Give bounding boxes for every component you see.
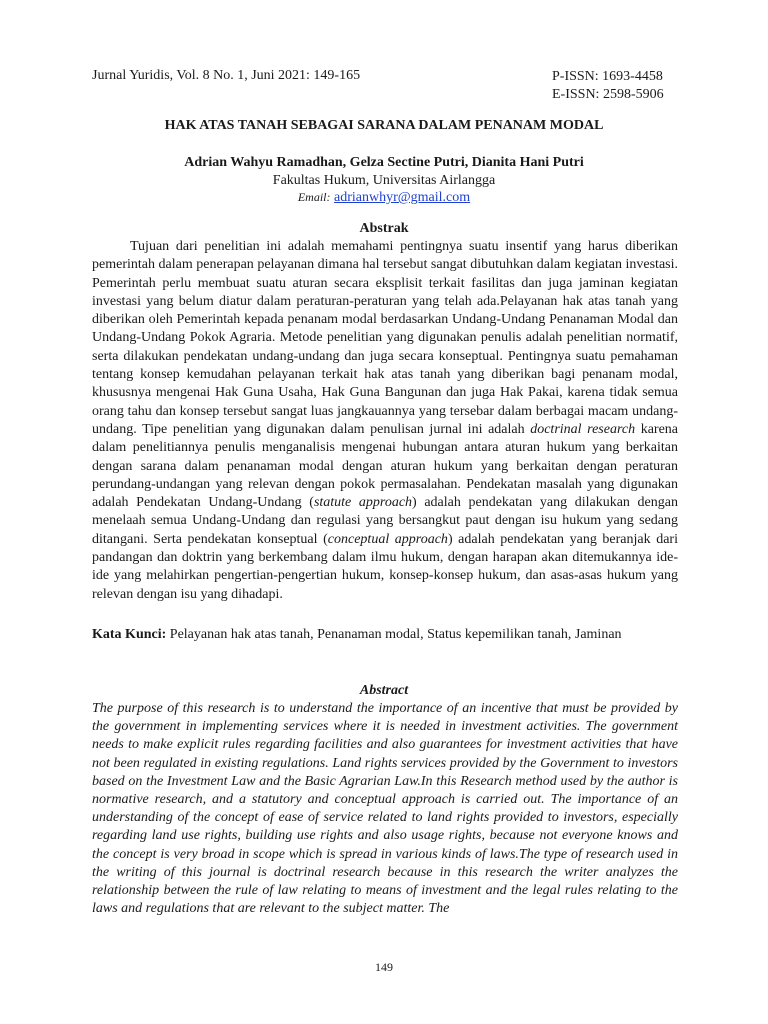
abstrak-heading: Abstrak: [359, 221, 409, 236]
abstrak-text-2: karena dalam penelitiannya penulis menganalisis mengenai hubungan antara aturan hukum yang berkaitan dengan sarana dalam penanaman modal dengan aturan hukum yang berkaitan dengan peraturan perundang-undangan yang relevan dengan pokok permasalahan. Pendekatan masalah yang digunakan adalah Pendekatan Undang-Undang (: [92, 421, 679, 511]
abstrak-italic-3: conceptual approach: [327, 531, 448, 547]
abstrak-italic-1: doctrinal research: [530, 421, 636, 437]
email-link[interactable]: adrianwhyr@gmail.com: [334, 190, 471, 205]
abstrak-text-3: ) adalah pendekatan yang dilakukan dengan menelaah semua Undang-Undang dan regulasi yang bersangkut paut dengan isu hukum yang sedang ditangani. Serta pendekatan konseptual (: [92, 495, 678, 547]
eissn: E-ISSN: 2598-5906: [552, 87, 664, 102]
email-label: Email:: [297, 190, 331, 204]
abstrak-body: [92, 238, 678, 604]
affiliation: Fakultas Hukum, Universitas Airlangga: [272, 173, 496, 188]
author-list: Adrian Wahyu Ramadhan, Gelza Sectine Putri, Dianita Hani Putri: [184, 155, 584, 170]
abstract-body: The purpose of this research is to understand the importance of an incentive that must be provided by the government in implementing services where it is needed in investment activities. The government needs to make explicit rules regarding facilities and also guarantees for investment activities that have not been regulated in existing regulations. Land rights services provided by the Government to investors based on the Investment Law and the Basic Agrarian Law.In this Research method used by the author is normative research, and a statutory and conceptual approach is carried out. The importance of an understanding of the concept of ease of service related to land rights provided to investors, especially regarding land use rights, building use rights and also usage rights, because not everyone knows and the concept is very broad in scope which is spread in various kinds of laws.The type of research used in the writing of this journal is doctrinal research because in this research the writer analyzes the relationship between the rule of law relating to means of investment and the legal rules relating to the laws and regulations that are relevant to the subject matter. The: [92, 701, 678, 917]
keywords-label: Kata Kunci:: [92, 627, 167, 642]
page-number: 149: [375, 960, 393, 974]
abstrak-italic-2: statute approach: [313, 495, 413, 511]
pissn: P-ISSN: 1693-4458: [552, 69, 663, 84]
keywords: [92, 625, 678, 645]
journal-citation: Jurnal Yuridis, Vol. 8 No. 1, Juni 2021: 149-165: [92, 68, 361, 83]
abstract-heading: Abstract: [359, 683, 409, 698]
abstrak-text-1: Tujuan dari penelitian ini adalah memahami pentingnya suatu insentif yang harus diberikan pemerintah dalam penerapan pelayanan dimana hal tersebut sangat dibutuhkan dalam kegiatan investasi. Pemerintah perlu membuat suatu aturan secara eksplisit terkait fasilitas dan juga jaminan kegiatan investasi yang belum diatur dalam peraturan-peraturan yang telah ada.Pelayanan hak atas tanah yang diberikan oleh Pemerintah kepada penanam modal berdasarkan Undang-Undang Penanaman Modal dan Undang-Undang Pokok Agraria. Metode penelitian yang digunakan penulis adalah penelitian normatif, serta dilakukan pendekatan undang-undang dan juga secara konseptual. Pentingnya suatu pemahaman tentang konsep kemudahan pelayanan terkait hak atas tanah yang diberikan bagi penanam modal, khususnya mengenai Hak Guna Usaha, Hak Guna Bangunan dan juga Hak Pakai, karena tidak semua orang tahu dan konsep tersebut sangat luas jangkauannya yang tersebar dalam berbagai macam undang-undang. Tipe penelitian yang digunakan dalam penulisan jurnal ini adalah: [92, 239, 678, 437]
abstrak-text-4: ) adalah pendekatan yang beranjak dari pandangan dan doktrin yang berkembang dalam ilmu hukum, dengan harapan akan ditemukannya ide-ide yang melahirkan pengertian-pengertian hukum, konsep-konsep hukum, dan asas-asas hukum yang relevan dengan isu yang dihadapi.: [92, 531, 678, 602]
paper-title: HAK ATAS TANAH SEBAGAI SARANA DALAM PENANAM MODAL: [164, 118, 604, 133]
issn-block: [552, 68, 664, 104]
keywords-text: Pelayanan hak atas tanah, Penanaman modal, Status kepemilikan tanah, Jaminan: [169, 627, 622, 642]
email-line: [0, 190, 768, 206]
